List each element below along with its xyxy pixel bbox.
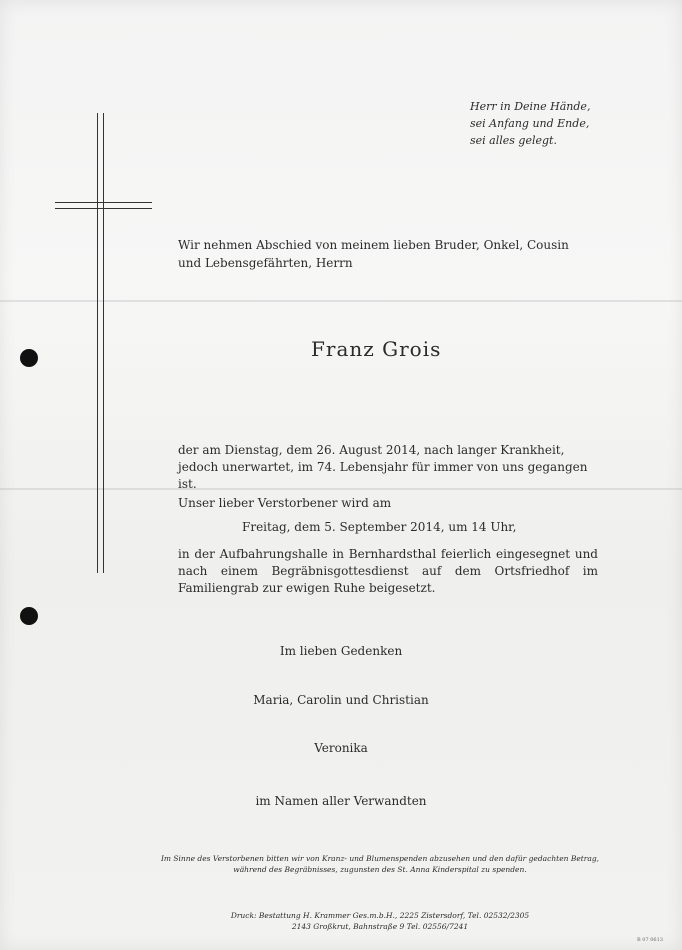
motto-line: sei Anfang und Ende,	[470, 117, 590, 130]
deceased-name: Franz Grois	[311, 337, 442, 361]
funeral-intro: Unser lieber Verstorbener wird am	[178, 496, 392, 510]
motto-line: Herr in Deine Hände,	[470, 100, 591, 113]
punch-hole	[20, 349, 38, 367]
cross-vertical	[97, 113, 104, 573]
relatives-line: im Namen aller Verwandten	[255, 794, 427, 808]
intro-text	[178, 236, 569, 272]
motto-verse	[470, 98, 590, 149]
cross-horizontal	[55, 202, 152, 209]
print-code: B 07 0613	[637, 937, 663, 943]
printer-info	[150, 910, 610, 932]
donation-note: Im Sinne des Verstorbenen bitten wir von Kranz- und Blumenspenden abzusehen und den dafür gedachten Betrag, während des Begräbnisses, zugunsten des St. Anna Kinderspital zu spenden.	[160, 854, 600, 874]
printer-line: Druck: Bestattung H. Krammer Ges.m.b.H., 2225 Zistersdorf, Tel. 02532/2305	[230, 911, 530, 920]
intro-line: Wir nehmen Abschied von meinem lieben Bruder, Onkel, Cousin	[178, 238, 569, 252]
punch-hole	[20, 607, 38, 625]
family-names: Maria, Carolin und Christian	[253, 693, 429, 707]
funeral-details: in der Aufbahrungshalle in Bernhardsthal feierlich eingesegnet und nach einem Begräbnisgottesdienst auf dem Ortsfriedhof im Familiengrab zur ewigen Ruhe beigesetzt.	[178, 547, 598, 595]
family-names: Veronika	[314, 741, 368, 755]
death-notice-paragraph: der am Dienstag, dem 26. August 2014, nach langer Krankheit, jedoch unerwartet, im 74. Lebensjahr für immer von uns gegangen ist.	[178, 443, 588, 491]
printer-line: 2143 Großkrut, Bahnstraße 9 Tel. 02556/7241	[291, 922, 469, 931]
funeral-date: Freitag, dem 5. September 2014, um 14 Uhr,	[242, 520, 517, 534]
motto-line: sei alles gelegt.	[470, 134, 557, 147]
intro-line: und Lebensgefährten, Herrn	[178, 256, 353, 270]
memorial-heading: Im lieben Gedenken	[279, 644, 403, 658]
